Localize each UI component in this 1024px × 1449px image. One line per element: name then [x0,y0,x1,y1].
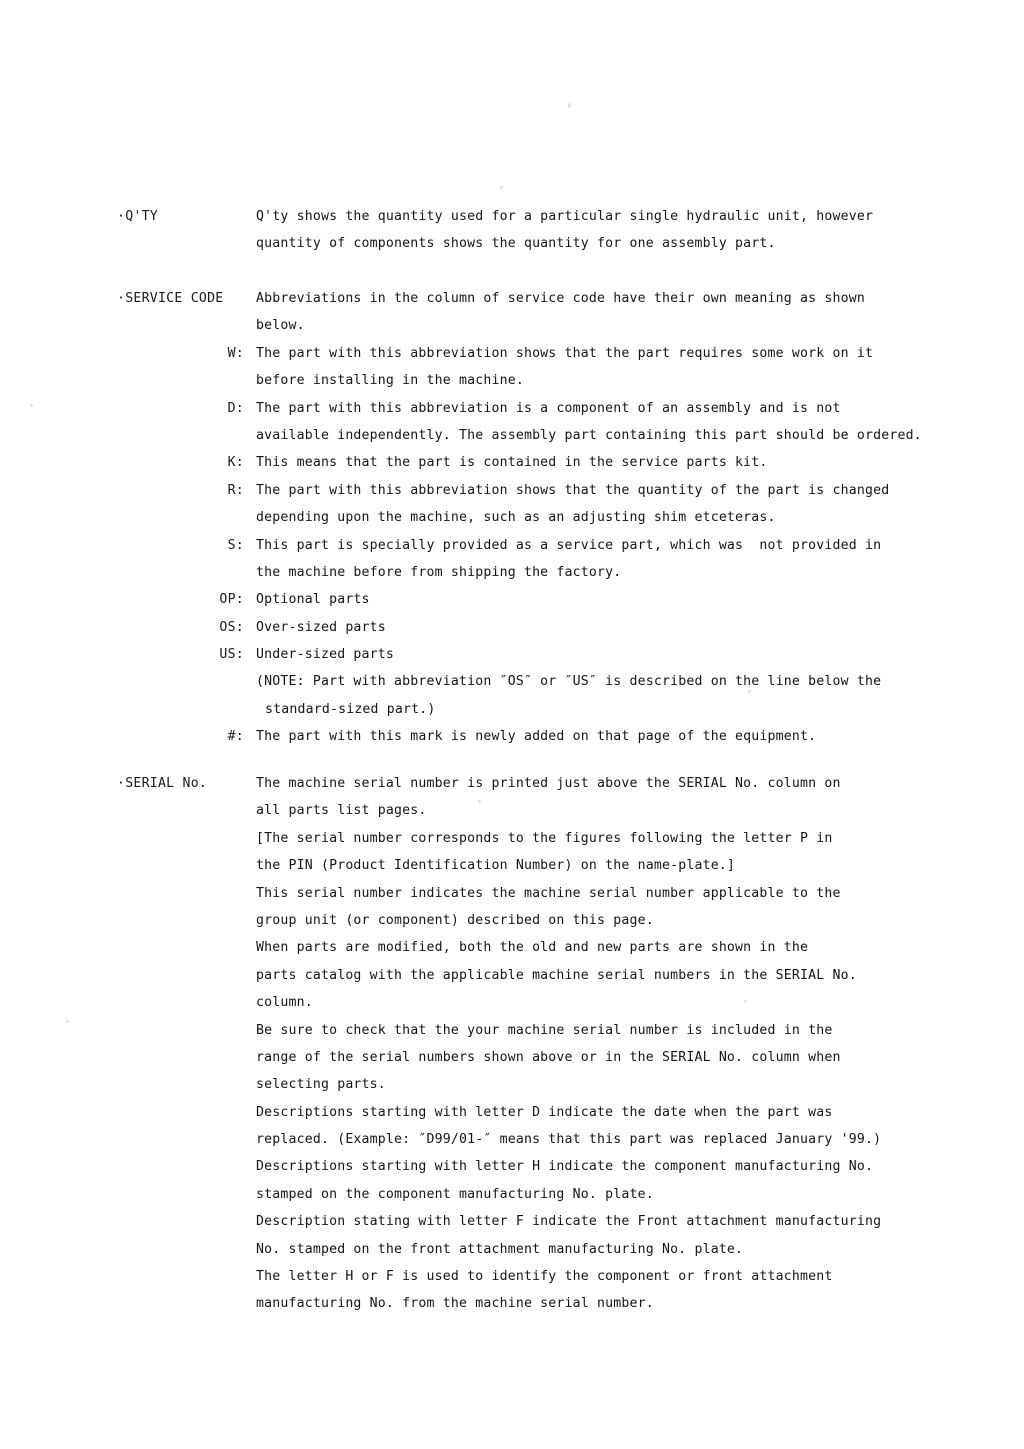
text-line [0,825,1024,852]
body-line: manufacturing No. from the machine serial number. [256,1296,654,1312]
body-line: stamped on the component manufacturing No. plate. [256,1186,654,1202]
body-line: all parts list pages. [256,803,427,819]
service-code-entry-d [0,395,1024,422]
body-line: available independently. The assembly part containing this part should be ordered. [256,427,922,443]
service-code-key: K: [227,455,244,471]
body-line: The part with this mark is newly added on that page of the equipment. [256,729,817,745]
scan-speck [568,103,571,108]
body-line: The part with this abbreviation shows that the quantity of the part is changed [256,482,890,498]
body-line: Optional parts [256,592,370,608]
body-line: The letter H or F is used to identify the component or front attachment [256,1269,833,1285]
body-line: depending upon the machine, such as an adjusting shim etceteras. [256,510,776,526]
text-line [0,559,1024,586]
text-line [0,1208,1024,1235]
service-code-key: #: [227,729,244,745]
text-line [0,285,1024,312]
text-line [0,696,1024,723]
service-code-key: D: [227,400,244,416]
body-line: Descriptions starting with letter D indicate the date when the part was [256,1104,833,1120]
section-label-qty: ·Q'TY [117,209,158,224]
service-code-note [0,668,1024,695]
service-code-key: W: [227,345,244,361]
text-line [0,1017,1024,1044]
text-line [0,1153,1024,1180]
service-code-entry-k [0,449,1024,476]
section-label-service-code: ·SERVICE CODE [117,291,224,306]
body-line: standard-sized part.) [265,701,436,717]
body-line: This part is specially provided as a service part, which was not provided in [256,537,882,553]
body-line: Over-sized parts [256,619,386,635]
text-line [0,880,1024,907]
service-code-entry-op [0,586,1024,613]
body-line: No. stamped on the front attachment manufacturing No. plate. [256,1241,744,1257]
service-code-key: OS: [219,619,244,635]
text-line [0,962,1024,989]
body-line: parts catalog with the applicable machine serial numbers in the SERIAL No. [256,967,857,983]
text-line [0,422,1024,449]
service-code-entry-s [0,532,1024,559]
body-line: The machine serial number is printed just above the SERIAL No. column on [256,776,841,791]
text-line [0,1071,1024,1098]
service-code-key: R: [227,482,244,498]
body-line: group unit (or component) described on this page. [256,912,654,928]
body-line: the PIN (Product Identification Number) on the name-plate.] [256,858,736,874]
text-line [0,1263,1024,1290]
text-line [0,797,1024,824]
text-line [0,1181,1024,1208]
body-line: below. [256,318,305,334]
scan-speck [500,186,503,189]
text-line [0,203,1024,230]
service-code-entry-w [0,340,1024,367]
service-code-key: S: [227,537,244,553]
body-line: before installing in the machine. [256,373,524,389]
service-code-entry-hash [0,723,1024,750]
section-label-serial-no: ·SERIAL No. [117,776,208,791]
body-line: Description stating with letter F indicate the Front attachment manufacturing [256,1214,882,1230]
text-line [0,907,1024,934]
text-line [0,1044,1024,1071]
section-service-code [0,285,1024,751]
text-line [0,989,1024,1016]
text-line [0,1290,1024,1317]
section-qty [0,203,1024,258]
body-line: Abbreviations in the column of service code have their own meaning as shown [256,291,865,306]
text-line [0,1126,1024,1153]
body-line: quantity of components shows the quantity for one assembly part. [256,236,776,252]
text-line [0,934,1024,961]
body-line: This means that the part is contained in the service parts kit. [256,455,768,471]
section-serial-no [0,770,1024,1318]
body-line: selecting parts. [256,1077,386,1093]
body-line: replaced. (Example: ″D99/01-″ means that this part was replaced January '99.) [256,1132,882,1148]
body-line: column. [256,995,313,1011]
body-line: the machine before from shipping the factory. [256,564,622,580]
service-code-entry-os [0,614,1024,641]
body-line: range of the serial numbers shown above or in the SERIAL No. column when [256,1049,841,1065]
service-code-entry-us [0,641,1024,668]
body-line: Under-sized parts [256,647,395,663]
body-line: The part with this abbreviation shows that the part requires some work on it [256,345,874,361]
text-line [0,770,1024,797]
body-line: Descriptions starting with letter H indicate the component manufacturing No. [256,1159,874,1175]
text-line [0,230,1024,257]
body-line: When parts are modified, both the old and new parts are shown in the [256,940,809,956]
service-code-key: US: [219,647,244,663]
body-line: [The serial number corresponds to the figures following the letter P in [256,830,833,846]
body-line: Be sure to check that the your machine serial number is included in the [256,1022,833,1038]
body-line: The part with this abbreviation is a component of an assembly and is not [256,400,841,416]
text-line [0,852,1024,879]
text-line [0,1236,1024,1263]
text-line [0,312,1024,339]
text-line [0,1099,1024,1126]
service-code-key: OP: [219,592,244,608]
service-code-entry-r [0,477,1024,504]
text-line [0,367,1024,394]
text-line [0,504,1024,531]
body-line: This serial number indicates the machine serial number applicable to the [256,885,841,901]
body-line: (NOTE: Part with abbreviation ″OS″ or ″US″ is described on the line below the [256,674,882,690]
body-line: Q'ty shows the quantity used for a particular single hydraulic unit, however [256,209,874,224]
